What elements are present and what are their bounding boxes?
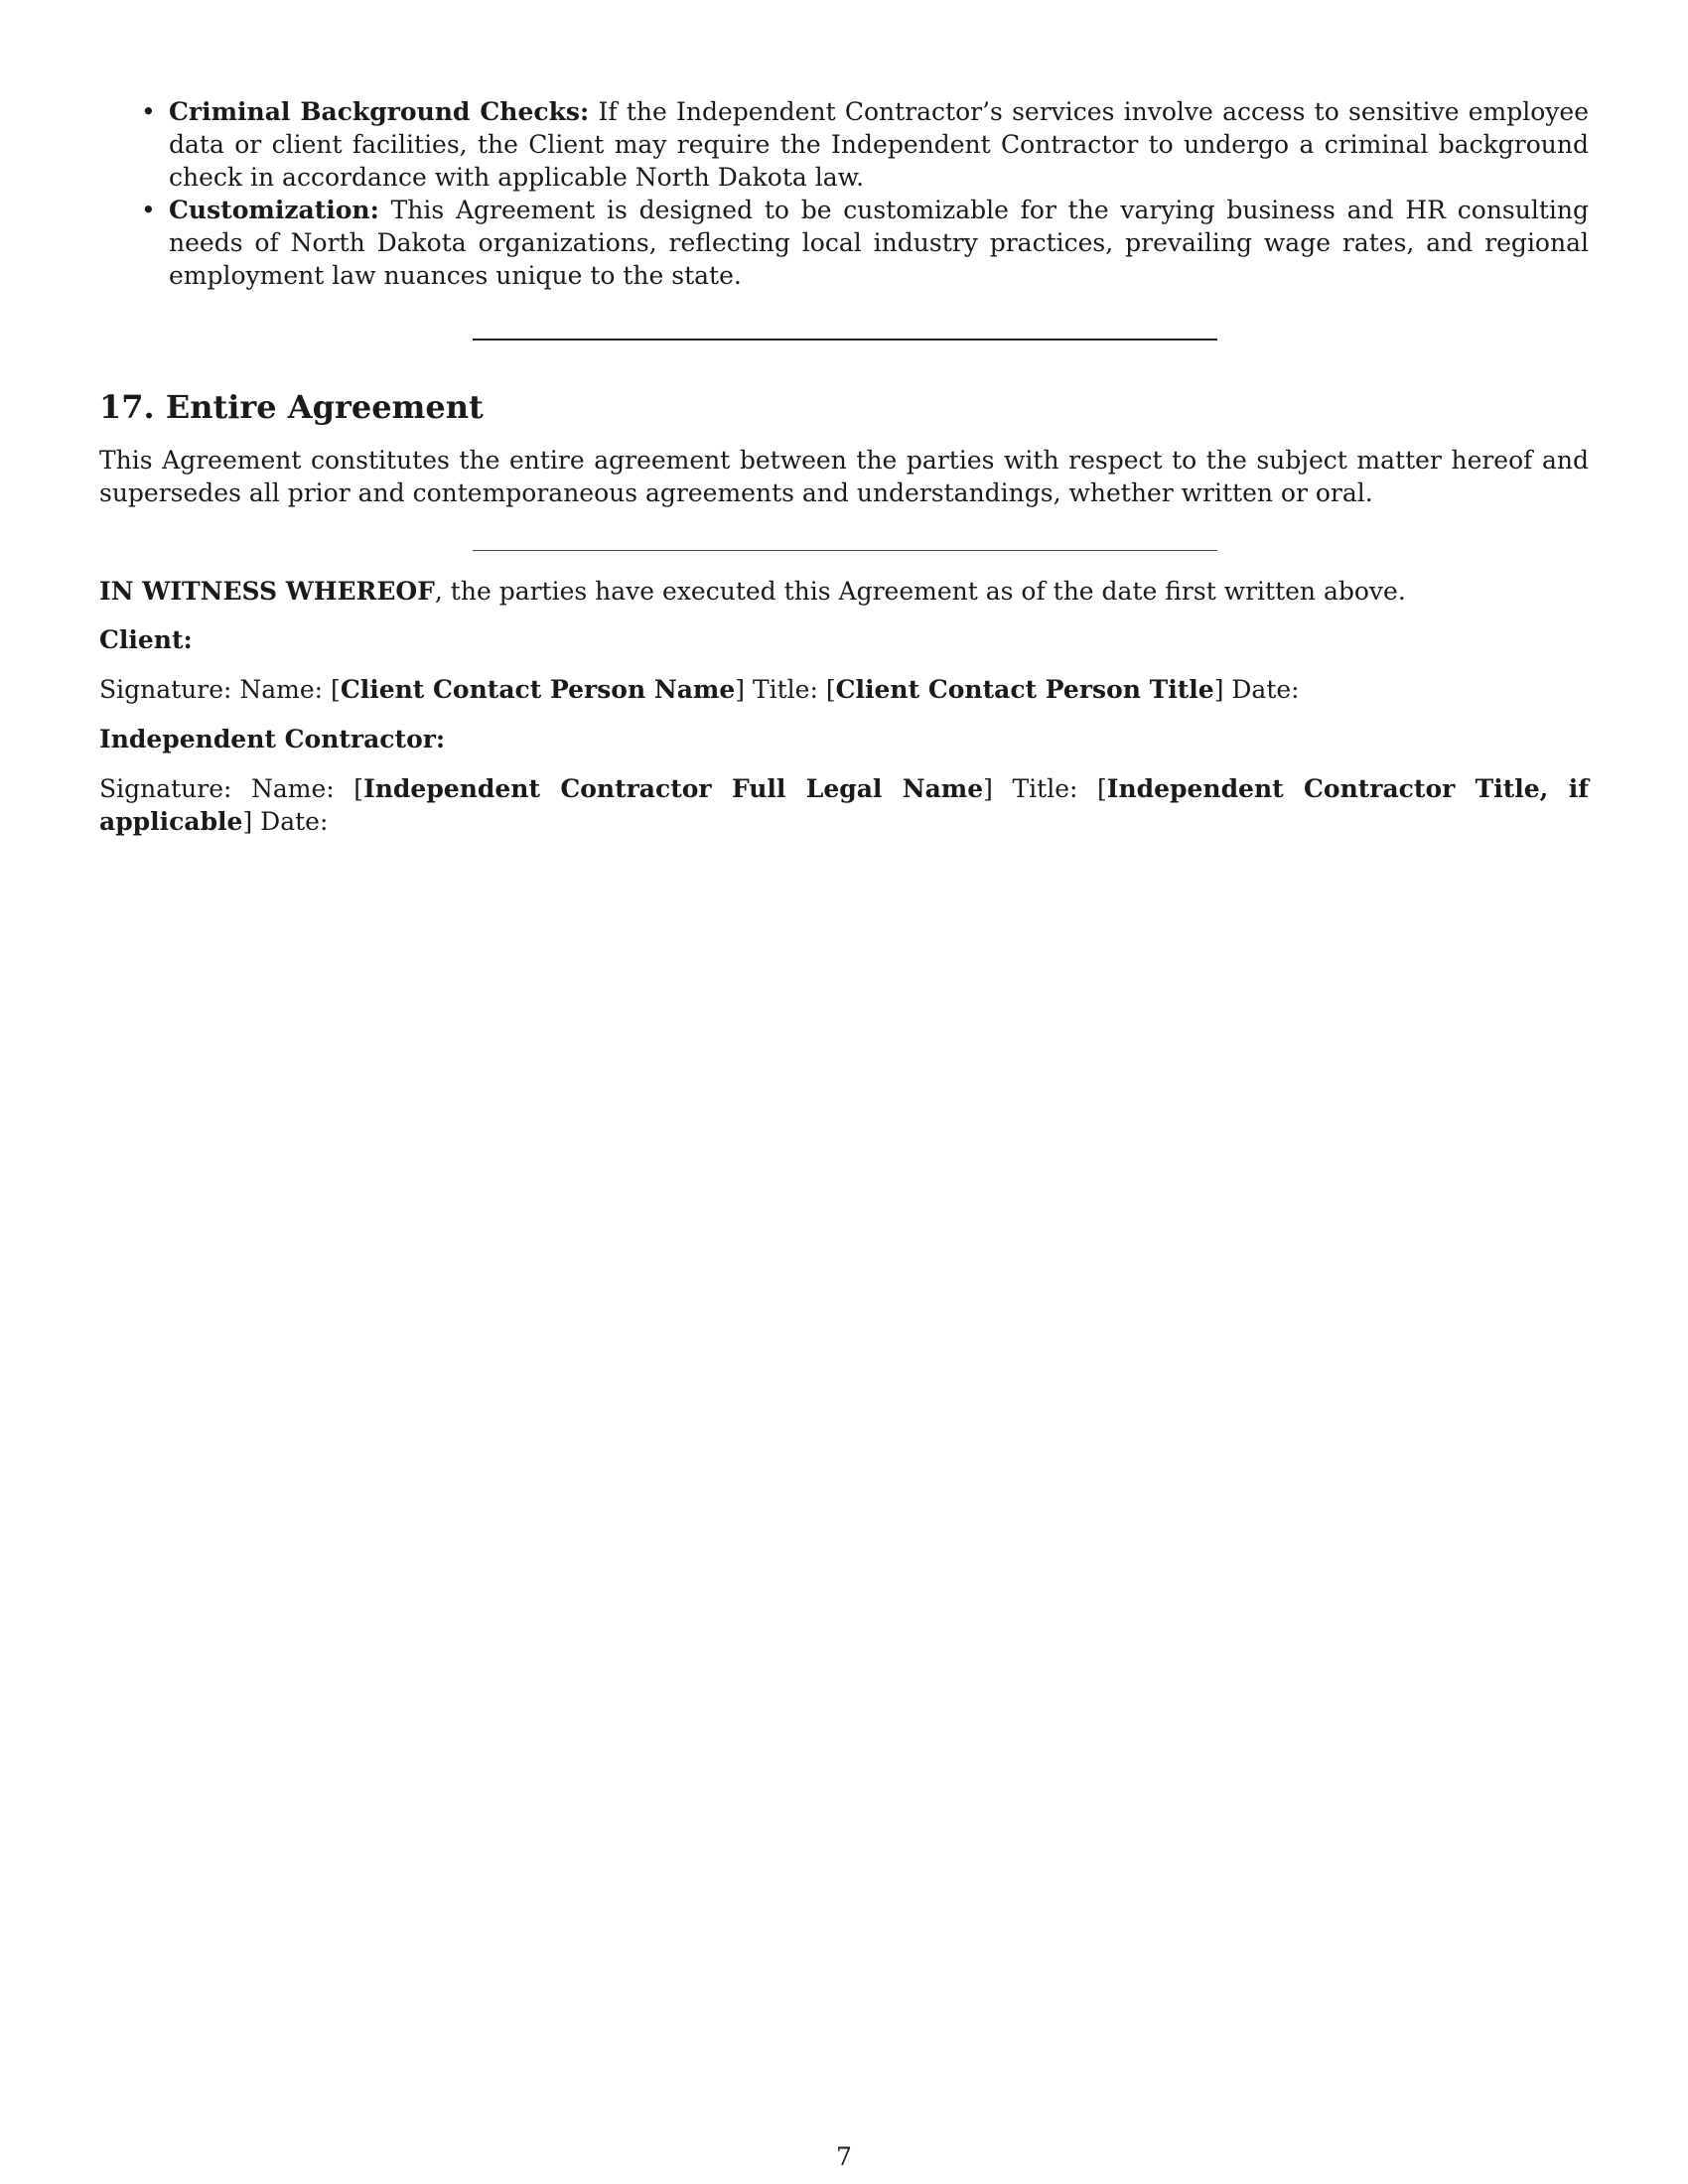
contractor-name-placeholder: Independent Contractor Full Legal Name [363,774,984,803]
contractor-title-placeholder: Independent Contractor Title, if applicable [99,774,1589,836]
page-number: 7 [836,2142,852,2171]
section-17-title: 17. Entire Agreement [99,388,484,426]
section-divider [473,339,1217,341]
section-17-body: This Agreement constitutes the entire agreement between the parties with respect to the subject matter hereof and supersedes all prior and contemporaneous agreements and understandings, whether written or oral. [99,446,1589,507]
client-name-placeholder: Client Contact Person Name [340,675,736,704]
bullet-list [99,95,1589,292]
bullet-icon: • [141,196,156,224]
contractor-date-label: ] Date: [242,807,329,836]
bullet-section [99,95,1589,292]
bullet-icon: • [141,97,156,126]
witness-rest: , the parties have executed this Agreement as of the date first written above. [434,577,1406,606]
bullet-label: Criminal Background Checks: [169,97,590,126]
client-date-label: ] Date: [1213,675,1300,704]
bullet-label: Customization: [169,196,379,224]
section-divider [473,550,1217,551]
bullet-text: This Agreement is designed to be customizable for the varying business and HR consulting needs of North Dakota organizations, reflecting local industry practices, prevailing wage rates, and regional employment law nuances unique to the state. [169,196,1589,290]
contractor-signature-line [99,772,1589,838]
witness-statement [99,575,1589,608]
bullet-customization [99,194,1589,292]
client-signature-line [99,673,1589,706]
contractor-sig-prefix: Signature: Name: [ [99,774,364,803]
client-sig-prefix: Signature: Name: [ [99,675,341,704]
bullet-criminal-background-checks [99,95,1589,194]
contractor-heading: Independent Contractor: [99,725,446,753]
client-heading: Client: [99,625,193,654]
client-title-placeholder: Client Contact Person Title [835,675,1214,704]
contractor-title-prefix: ] Title: [ [983,774,1107,803]
bullet-text: If the Independent Contractor’s services involve access to sensitive employee data or client facilities, the Client may require the Independent Contractor to undergo a criminal background check in accordance with applicable North Dakota law. [169,97,1589,192]
client-title-prefix: ] Title: [ [735,675,836,704]
witness-lead: IN WITNESS WHEREOF [99,577,435,606]
